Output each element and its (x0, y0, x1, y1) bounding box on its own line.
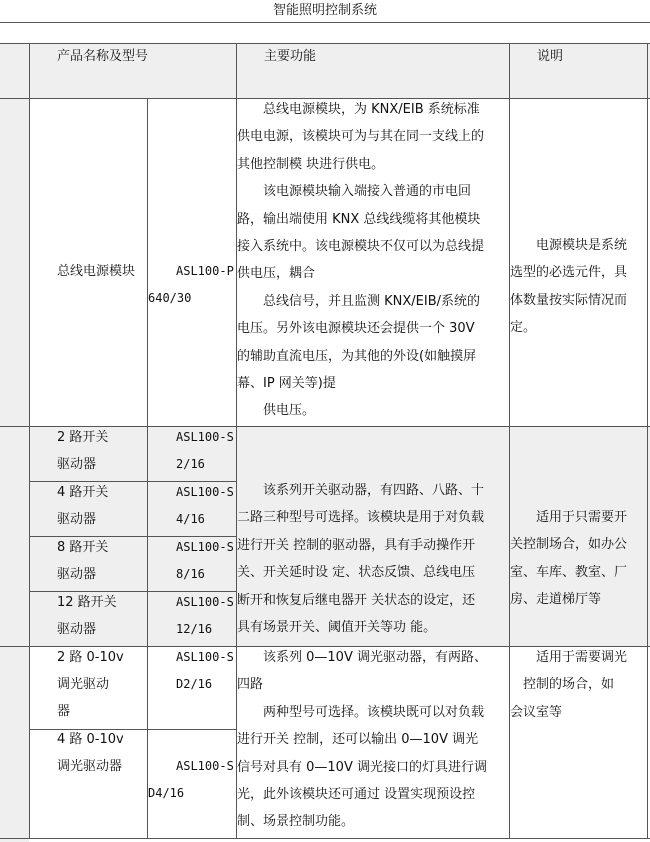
row3-item1-name-line1: 2 路 0-10v (57, 650, 124, 665)
rule-table-bottom (0, 838, 650, 839)
row3-item1-name-line3: 器 (57, 704, 71, 719)
row3-item2-name-line1: 4 路 0-10v (57, 732, 124, 747)
col-right-border (647, 43, 648, 839)
row2-item4-model-line2: 12/16 (176, 622, 213, 636)
row3-item2-model-line2: D4/16 (148, 786, 185, 800)
row2-item3-model-line2: 8/16 (176, 567, 205, 581)
row2-item3-model-line1: ASL100-S (176, 540, 234, 554)
row2-item2-model-line1: ASL100-S (176, 485, 234, 499)
row2-item2-name-line2: 驱动器 (57, 512, 97, 527)
row2-note: 适用于只需要开 关控制场合，如办公 室、车库、教室、厂 房、走道梯厅等 (510, 510, 628, 608)
rule-title (0, 22, 650, 23)
row2-function: 该系列开关驱动器，有四路、八路、十 二路三种型号可选择。该模块是用于对负载 进行开关 控制的驱动器，具有手动操作开 关、开关延时设 定、状态反馈、总线电压 断开和恢复后继电器开 关状态的设定，还 具有场景开关、阈值开关等功 能。 (237, 483, 485, 636)
row3-item2-model-line1: ASL100-S (176, 759, 234, 773)
row1-model-line2: 640/30 (148, 291, 192, 305)
col-left-border (29, 43, 30, 839)
row1-function: 总线电源模块，为 KNX/EIB 系统标准 供电电源，该模块可为与其在同一支线上的 其他控制模 块进行供电。 该电源模块输入端接入普通的市电回 路，输出端使用 KNX 总线线缆将其他模块 接入系统中。该电源模块不仅可以为总线提 供电压，耦合 总线信号，并且监测 KNX/EIB/系统的 电压。另外该电源模块还会提供一个 30V 的辅助直流电压，为其他的外设(如触摸屏 幕、IP 网关等)提 供电压。 (237, 102, 485, 419)
row2-item4-model-line1: ASL100-S (176, 595, 234, 609)
header-product: 产品名称及型号 (57, 49, 149, 64)
row2-item4-name-line1: 12 路开关 (57, 595, 117, 610)
document-title: 智能照明控制系统 (272, 3, 377, 18)
header-note: 说明 (537, 49, 564, 64)
row2-item1-model-line1: ASL100-S (176, 430, 234, 444)
row2-item4-name-line2: 驱动器 (57, 622, 97, 637)
row2-item1-model-line2: 2/16 (176, 457, 205, 471)
row2-item1-name-line2: 驱动器 (57, 457, 97, 472)
header-function: 主要功能 (264, 49, 317, 64)
row1-name: 总线电源模块 (57, 264, 136, 279)
row3-item1-model-line2: D2/16 (176, 677, 213, 691)
row1-note: 电源模块是系统 选型的必选元件，具 体数量按实际情况而 定。 (510, 238, 628, 336)
row1-left-shade (0, 99, 29, 426)
row3-left-shade (0, 647, 29, 842)
row3-item2-name-line2: 调光驱动器 (57, 759, 123, 774)
row2-item2-name-line1: 4 路开关 (57, 485, 109, 500)
row2-item3-name-line1: 8 路开关 (57, 540, 109, 555)
row3-note: 适用于需要调光 控制的场合，如 会议室等 (510, 650, 628, 720)
row3-item1-name-line2: 调光驱动 (57, 677, 110, 692)
col-model-border (147, 99, 148, 839)
row2-item3-name-line2: 驱动器 (57, 567, 97, 582)
rule-header-top (0, 43, 650, 44)
row1-model-line1: ASL100-P (176, 264, 234, 278)
row3-function: 该系列 0—10V 调光驱动器，有两路、 四路 两种型号可选择。该模块既可以对负载 进行开关 控制，还可以输出 0—10V 调光 信号对具有 0—10V 调光接口的灯具进行调 光，此外该模块还可通过 设置实现预设控 制、场景控制功能。 (237, 650, 487, 830)
row3-item1-model-line1: ASL100-S (176, 650, 234, 664)
row2-item1-name-line1: 2 路开关 (57, 430, 109, 445)
row2-item2-model-line2: 4/16 (176, 512, 205, 526)
